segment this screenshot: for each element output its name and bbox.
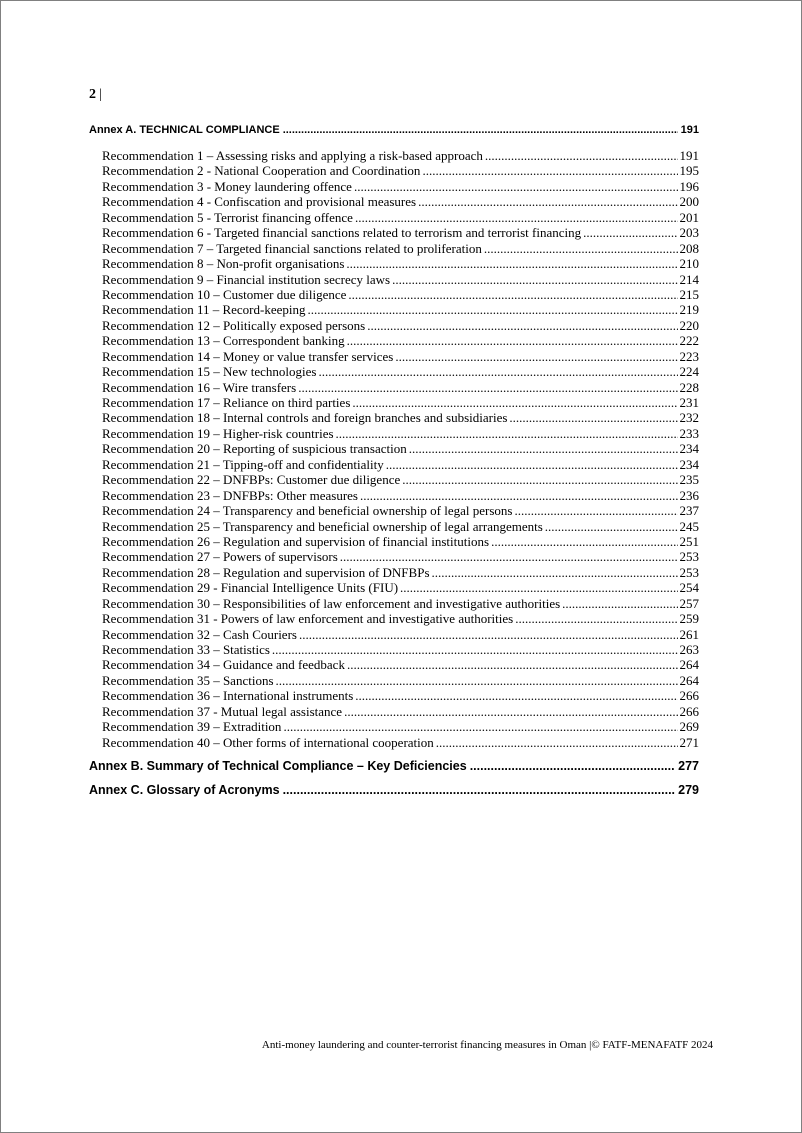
- toc-entry-recommendation[interactable]: [102, 457, 699, 472]
- toc-entry-title: Recommendation 39 – Extradition: [102, 719, 282, 735]
- dot-leader: [509, 410, 677, 425]
- page-number-separator: |: [99, 87, 102, 102]
- toc-entry-recommendation[interactable]: [102, 426, 699, 441]
- toc-entry-title: Recommendation 12 – Politically exposed persons: [102, 317, 366, 333]
- toc-entry-title: Recommendation 1 – Assessing risks and applying a risk-based approach: [102, 148, 483, 163]
- toc-entry-recommendation[interactable]: [102, 333, 699, 348]
- toc-entry-title: Recommendation 35 – Sanctions: [102, 672, 274, 688]
- dot-leader: [470, 759, 675, 773]
- toc-entry-page: 277: [678, 759, 699, 773]
- dot-leader: [436, 735, 678, 750]
- toc-entry-recommendation[interactable]: [102, 472, 699, 487]
- toc-entry-page: 214: [679, 271, 699, 287]
- page-footer: Anti-money laundering and counter-terrorist financing measures in Oman |© FATF-MENAFATF 2024: [261, 1039, 713, 1051]
- toc-entry-recommendation[interactable]: [102, 534, 699, 549]
- toc-entry-page: 245: [679, 518, 699, 534]
- toc-entry-recommendation[interactable]: [102, 410, 699, 425]
- dot-leader: [583, 225, 677, 240]
- toc-entry-title: Recommendation 32 – Cash Couriers: [102, 626, 297, 642]
- dot-leader: [354, 179, 678, 194]
- toc-entry-title: Recommendation 22 – DNFBPs: Customer due diligence: [102, 472, 401, 488]
- toc-entry-recommendation[interactable]: [102, 627, 699, 642]
- toc-entry-page: 196: [679, 178, 699, 194]
- dot-leader: [347, 333, 678, 348]
- toc-entry-recommendation[interactable]: [102, 488, 699, 503]
- toc-entry-recommendation[interactable]: [102, 395, 699, 410]
- toc-entry-title: Recommendation 26 – Regulation and supervision of financial institutions: [102, 533, 490, 549]
- toc-entry-page: 257: [679, 595, 699, 611]
- recommendations-list: [102, 148, 699, 750]
- toc-entry-title: Recommendation 24 – Transparency and beneficial ownership of legal persons: [102, 503, 513, 519]
- dot-leader: [344, 704, 677, 719]
- toc-entry-recommendation[interactable]: [102, 302, 699, 317]
- toc-entry-annex-c[interactable]: [89, 783, 699, 797]
- toc-entry-recommendation[interactable]: [102, 364, 699, 379]
- toc-entry-title: Recommendation 33 – Statistics: [102, 642, 270, 657]
- toc-entry-annex-b[interactable]: [89, 759, 699, 773]
- toc-entry-page: 200: [679, 194, 699, 210]
- toc-entry-recommendation[interactable]: [102, 179, 699, 194]
- dot-leader: [336, 426, 678, 441]
- dot-leader: [418, 194, 677, 209]
- toc-entry-recommendation[interactable]: [102, 580, 699, 595]
- dot-leader: [485, 148, 678, 163]
- toc-entry-page: 264: [679, 672, 699, 688]
- toc-entry-recommendation[interactable]: [102, 611, 699, 626]
- toc-entry-title: Recommendation 29 - Financial Intelligence Units (FIU): [102, 580, 399, 596]
- toc-entry-title: Recommendation 20 – Reporting of suspicious transaction: [102, 441, 407, 457]
- dot-leader: [352, 395, 677, 410]
- toc-entry-recommendation[interactable]: [102, 735, 699, 750]
- toc-entry-annex-a[interactable]: [89, 124, 699, 136]
- toc-entry-page: 234: [679, 456, 699, 472]
- toc-entry-page: 234: [679, 441, 699, 457]
- toc-entry-page: 261: [679, 626, 699, 642]
- toc-entry-title: Recommendation 4 - Confiscation and provisional measures: [102, 194, 417, 210]
- dot-leader: [367, 318, 677, 333]
- toc-entry-recommendation[interactable]: [102, 719, 699, 734]
- toc-entry-page: 224: [679, 364, 699, 380]
- toc-entry-recommendation[interactable]: [102, 519, 699, 534]
- toc-entry-recommendation[interactable]: [102, 704, 699, 719]
- dot-leader: [484, 241, 678, 256]
- toc-entry-recommendation[interactable]: [102, 163, 699, 178]
- toc-entry-title: Recommendation 8 – Non-profit organisations: [102, 256, 345, 272]
- toc-entry-title: Annex A. TECHNICAL COMPLIANCE: [89, 124, 280, 136]
- toc-entry-title: Recommendation 3 - Money laundering offence: [102, 178, 352, 194]
- toc-entry-page: 201: [679, 209, 699, 225]
- toc-entry-title: Recommendation 17 – Reliance on third parties: [102, 395, 351, 410]
- toc-entry-page: 266: [679, 703, 699, 719]
- dot-leader: [308, 302, 678, 317]
- toc-entry-title: Recommendation 21 – Tipping-off and confidentiality: [102, 456, 384, 472]
- toc-entry-title: Recommendation 27 – Powers of supervisors: [102, 549, 338, 565]
- toc-entry-recommendation[interactable]: [102, 642, 699, 657]
- toc-entry-page: 279: [678, 783, 699, 797]
- dot-leader: [422, 163, 677, 178]
- toc-entry-title: Recommendation 37 - Mutual legal assistance: [102, 703, 343, 719]
- toc-entry-recommendation[interactable]: [102, 318, 699, 333]
- dot-leader: [545, 519, 678, 534]
- toc-entry-title: Recommendation 16 – Wire transfers: [102, 379, 297, 395]
- toc-entry-page: 251: [679, 533, 699, 549]
- toc-entry-recommendation[interactable]: [102, 256, 699, 271]
- toc-entry-title: Recommendation 6 - Targeted financial sanctions related to terrorism and terrorist financing: [102, 225, 582, 241]
- dot-leader: [283, 719, 677, 734]
- toc-entry-recommendation[interactable]: [102, 565, 699, 580]
- toc-entry-title: Recommendation 9 – Financial institution secrecy laws: [102, 271, 391, 287]
- dot-leader: [491, 534, 677, 549]
- toc-entry-page: 236: [679, 487, 699, 503]
- page-number-value: 2: [89, 87, 96, 102]
- toc-entry-page: 259: [679, 611, 699, 627]
- dot-leader: [402, 472, 677, 487]
- toc-entry-recommendation[interactable]: [102, 349, 699, 364]
- toc-entry-title: Recommendation 31 - Powers of law enforcement and investigative authorities: [102, 611, 514, 627]
- dot-leader: [272, 642, 678, 657]
- dot-leader: [562, 596, 677, 611]
- toc-entry-title: Recommendation 36 – International instruments: [102, 688, 354, 704]
- toc-entry-page: 191: [679, 148, 699, 163]
- dot-leader: [298, 380, 677, 395]
- toc-entry-page: 237: [679, 503, 699, 519]
- toc-entry-page: 191: [680, 124, 699, 136]
- toc-entry-title: Recommendation 19 – Higher-risk countries: [102, 425, 334, 441]
- toc-entry-page: 231: [679, 395, 699, 410]
- toc-entry-recommendation[interactable]: [102, 688, 699, 703]
- toc-entry-page: 208: [679, 240, 699, 256]
- dot-leader: [283, 124, 678, 136]
- toc-entry-recommendation[interactable]: [102, 441, 699, 456]
- toc-entry-title: Recommendation 28 – Regulation and supervision of DNFBPs: [102, 564, 430, 580]
- dot-leader: [347, 657, 678, 672]
- dot-leader: [340, 549, 678, 564]
- page-number: [89, 87, 102, 103]
- dot-leader: [515, 611, 677, 626]
- toc-entry-title: Annex B. Summary of Technical Compliance – Key Deficiencies: [89, 759, 467, 773]
- toc-entry-page: 235: [679, 472, 699, 488]
- toc-entry-title: Recommendation 5 - Terrorist financing offence: [102, 209, 353, 225]
- toc-entry-page: 271: [679, 734, 699, 750]
- toc-entry-page: 263: [679, 642, 699, 657]
- toc-entry-page: 232: [679, 410, 699, 426]
- toc-entry-title: Recommendation 30 – Responsibilities of law enforcement and investigative authorities: [102, 595, 561, 611]
- dot-leader: [514, 503, 677, 518]
- dot-leader: [409, 441, 678, 456]
- toc-entry-recommendation[interactable]: [102, 148, 699, 163]
- dot-leader: [355, 210, 678, 225]
- dot-leader: [386, 457, 678, 472]
- toc-entry-recommendation[interactable]: [102, 657, 699, 672]
- toc-entry-title: Recommendation 34 – Guidance and feedback: [102, 657, 345, 673]
- toc-entry-recommendation[interactable]: [102, 673, 699, 688]
- toc-entry-recommendation[interactable]: [102, 380, 699, 395]
- toc-entry-page: 266: [679, 688, 699, 704]
- dot-leader: [395, 349, 677, 364]
- toc-entry-page: 222: [679, 333, 699, 349]
- toc-entry-title: Annex C. Glossary of Acronyms: [89, 783, 280, 797]
- dot-leader: [283, 783, 676, 797]
- toc-entry-recommendation[interactable]: [102, 287, 699, 302]
- toc-entry-recommendation[interactable]: [102, 549, 699, 564]
- dot-leader: [276, 673, 678, 688]
- dot-leader: [360, 488, 678, 503]
- toc-entry-recommendation[interactable]: [102, 225, 699, 240]
- dot-leader: [392, 272, 677, 287]
- toc-entry-title: Recommendation 40 – Other forms of international cooperation: [102, 734, 434, 750]
- toc-entry-page: 253: [679, 549, 699, 565]
- toc-entry-title: Recommendation 18 – Internal controls and foreign branches and subsidiaries: [102, 410, 508, 426]
- toc-entry-title: Recommendation 14 – Money or value transfer services: [102, 348, 394, 364]
- toc-entry-title: Recommendation 15 – New technologies: [102, 364, 317, 380]
- toc-entry-page: 233: [679, 425, 699, 441]
- toc-entry-recommendation[interactable]: [102, 241, 699, 256]
- toc-entry-page: 215: [679, 286, 699, 302]
- toc-entry-title: Recommendation 2 - National Cooperation and Coordination: [102, 163, 421, 179]
- toc-entry-page: 219: [679, 302, 699, 318]
- dot-leader: [348, 287, 677, 302]
- toc-entry-title: Recommendation 7 – Targeted financial sanctions related to proliferation: [102, 240, 482, 256]
- toc-entry-recommendation[interactable]: [102, 272, 699, 287]
- toc-entry-title: Recommendation 25 – Transparency and beneficial ownership of legal arrangements: [102, 518, 543, 534]
- toc-entry-page: 220: [679, 317, 699, 333]
- dot-leader: [346, 256, 677, 271]
- toc-entry-title: Recommendation 10 – Customer due diligence: [102, 286, 347, 302]
- toc-entry-title: Recommendation 13 – Correspondent banking: [102, 333, 345, 349]
- toc-entry-page: 269: [679, 719, 699, 735]
- toc-entry-title: Recommendation 11 – Record-keeping: [102, 302, 306, 318]
- toc-entry-recommendation[interactable]: [102, 194, 699, 209]
- dot-leader: [355, 688, 677, 703]
- toc-entry-page: 210: [679, 256, 699, 272]
- toc-entry-page: 203: [679, 225, 699, 241]
- toc-entry-recommendation[interactable]: [102, 503, 699, 518]
- toc-entry-page: 264: [679, 657, 699, 673]
- dot-leader: [400, 580, 677, 595]
- toc-entry-page: 254: [679, 580, 699, 596]
- toc-entry-page: 253: [679, 564, 699, 580]
- toc-entry-page: 228: [679, 379, 699, 395]
- toc-entry-recommendation[interactable]: [102, 596, 699, 611]
- dot-leader: [299, 627, 678, 642]
- dot-leader: [318, 364, 677, 379]
- toc-entry-recommendation[interactable]: [102, 210, 699, 225]
- toc-entry-title: Recommendation 23 – DNFBPs: Other measures: [102, 487, 358, 503]
- dot-leader: [432, 565, 678, 580]
- toc-entry-page: 223: [679, 348, 699, 364]
- toc-entry-page: 195: [679, 163, 699, 179]
